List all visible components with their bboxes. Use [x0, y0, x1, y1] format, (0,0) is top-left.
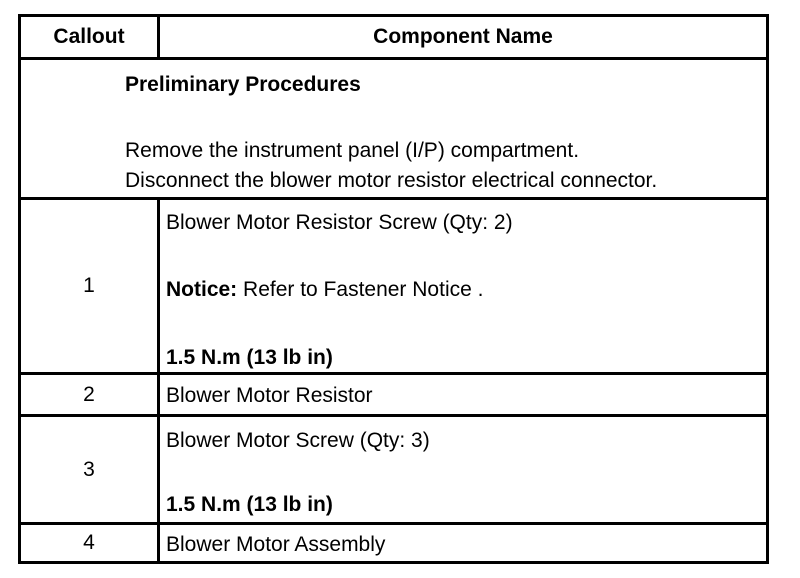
component-name-cell: [160, 375, 766, 414]
preliminary-step: Remove the instrument panel (I/P) compartment.: [125, 139, 580, 162]
header-component-name-cell: [160, 17, 766, 57]
component-table: [18, 14, 769, 564]
table-row: [21, 414, 766, 522]
callout-cell: [21, 417, 160, 522]
preliminary-procedures-row: [21, 57, 766, 197]
callout-cell: [21, 525, 160, 561]
callout-number: 3: [83, 457, 95, 481]
callout-number: 2: [83, 382, 95, 406]
table-row: [21, 197, 766, 372]
table-row: [21, 522, 766, 561]
component-name: Blower Motor Resistor: [166, 384, 373, 407]
header-callout-cell: [21, 17, 160, 57]
callout-number: 1: [83, 274, 95, 297]
table-row: [21, 372, 766, 414]
preliminary-step: Disconnect the blower motor resistor electrical connector.: [125, 169, 658, 192]
header-component-name: Component Name: [373, 25, 553, 48]
table-header-row: [21, 17, 766, 57]
torque-spec: 1.5 N.m (13 lb in): [166, 493, 333, 516]
callout-number: 4: [83, 531, 95, 554]
component-name: Blower Motor Screw (Qty: 3): [166, 429, 430, 452]
notice-line: [166, 279, 483, 300]
callout-cell: [21, 200, 160, 372]
header-callout: Callout: [53, 25, 125, 48]
component-name: Blower Motor Resistor Screw (Qty: 2): [166, 211, 513, 234]
component-name-cell: [160, 200, 766, 372]
notice-text: Refer to Fastener Notice .: [237, 278, 484, 301]
notice-label: Notice:: [166, 278, 238, 301]
component-name: Blower Motor Assembly: [166, 533, 386, 556]
component-name-cell: [160, 417, 766, 522]
callout-cell: [21, 375, 160, 414]
torque-spec: 1.5 N.m (13 lb in): [166, 346, 333, 369]
component-name-cell: [160, 525, 766, 561]
preliminary-title: Preliminary Procedures: [125, 73, 361, 96]
